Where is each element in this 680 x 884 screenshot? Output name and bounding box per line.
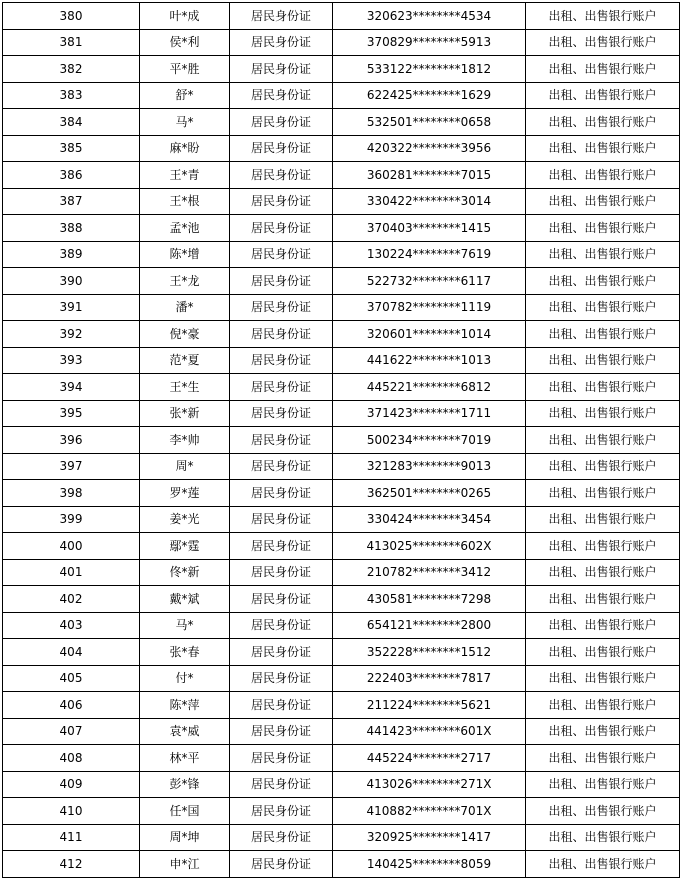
id-number-cell: 410882********701X — [333, 798, 526, 825]
row-number-cell: 397 — [3, 453, 140, 480]
id-type-cell: 居民身份证 — [230, 692, 333, 719]
table-row — [3, 215, 680, 242]
listing-reason-cell: 出租、出售银行账户 — [526, 347, 680, 374]
listing-reason-cell: 出租、出售银行账户 — [526, 374, 680, 401]
row-number-cell: 391 — [3, 294, 140, 321]
row-number-cell: 386 — [3, 162, 140, 189]
row-number-cell: 392 — [3, 321, 140, 348]
table-row — [3, 824, 680, 851]
table-row — [3, 745, 680, 772]
row-number-cell: 404 — [3, 639, 140, 666]
table-row — [3, 533, 680, 560]
table-row — [3, 665, 680, 692]
records-body — [3, 3, 680, 878]
listing-reason-cell: 出租、出售银行账户 — [526, 400, 680, 427]
id-number-cell: 654121********2800 — [333, 612, 526, 639]
id-number-cell: 320623********4534 — [333, 3, 526, 30]
listing-reason-cell: 出租、出售银行账户 — [526, 162, 680, 189]
id-number-cell: 441423********601X — [333, 718, 526, 745]
listing-reason-cell: 出租、出售银行账户 — [526, 692, 680, 719]
id-type-cell: 居民身份证 — [230, 427, 333, 454]
id-number-cell: 330422********3014 — [333, 188, 526, 215]
row-number-cell: 398 — [3, 480, 140, 507]
person-name-cell: 舒* — [140, 82, 230, 109]
row-number-cell: 407 — [3, 718, 140, 745]
row-number-cell: 405 — [3, 665, 140, 692]
id-number-cell: 130224********7619 — [333, 241, 526, 268]
id-number-cell: 362501********0265 — [333, 480, 526, 507]
person-name-cell: 鄢*霆 — [140, 533, 230, 560]
table-row — [3, 347, 680, 374]
person-name-cell: 陈*萍 — [140, 692, 230, 719]
person-name-cell: 侯*利 — [140, 29, 230, 56]
id-number-cell: 445221********6812 — [333, 374, 526, 401]
table-row — [3, 3, 680, 30]
listing-reason-cell: 出租、出售银行账户 — [526, 268, 680, 295]
row-number-cell: 387 — [3, 188, 140, 215]
table-row — [3, 453, 680, 480]
person-name-cell: 罗*莲 — [140, 480, 230, 507]
listing-reason-cell: 出租、出售银行账户 — [526, 82, 680, 109]
id-type-cell: 居民身份证 — [230, 559, 333, 586]
table-row — [3, 56, 680, 83]
listing-reason-cell: 出租、出售银行账户 — [526, 771, 680, 798]
table-row — [3, 400, 680, 427]
row-number-cell: 403 — [3, 612, 140, 639]
listing-reason-cell: 出租、出售银行账户 — [526, 639, 680, 666]
listing-reason-cell: 出租、出售银行账户 — [526, 135, 680, 162]
table-row — [3, 241, 680, 268]
person-name-cell: 申*江 — [140, 851, 230, 878]
table-row — [3, 321, 680, 348]
person-name-cell: 彭*锋 — [140, 771, 230, 798]
id-number-cell: 222403********7817 — [333, 665, 526, 692]
table-row — [3, 506, 680, 533]
person-name-cell: 马* — [140, 109, 230, 136]
id-number-cell: 420322********3956 — [333, 135, 526, 162]
person-name-cell: 陈*增 — [140, 241, 230, 268]
listing-reason-cell: 出租、出售银行账户 — [526, 480, 680, 507]
id-number-cell: 370403********1415 — [333, 215, 526, 242]
id-type-cell: 居民身份证 — [230, 612, 333, 639]
id-number-cell: 370782********1119 — [333, 294, 526, 321]
row-number-cell: 395 — [3, 400, 140, 427]
table-row — [3, 586, 680, 613]
id-number-cell: 321283********9013 — [333, 453, 526, 480]
id-type-cell: 居民身份证 — [230, 824, 333, 851]
row-number-cell: 393 — [3, 347, 140, 374]
row-number-cell: 412 — [3, 851, 140, 878]
id-type-cell: 居民身份证 — [230, 188, 333, 215]
row-number-cell: 383 — [3, 82, 140, 109]
id-type-cell: 居民身份证 — [230, 268, 333, 295]
listing-reason-cell: 出租、出售银行账户 — [526, 188, 680, 215]
table-row — [3, 188, 680, 215]
listing-reason-cell: 出租、出售银行账户 — [526, 506, 680, 533]
id-type-cell: 居民身份证 — [230, 665, 333, 692]
id-type-cell: 居民身份证 — [230, 29, 333, 56]
table-row — [3, 109, 680, 136]
id-type-cell: 居民身份证 — [230, 639, 333, 666]
person-name-cell: 王*龙 — [140, 268, 230, 295]
listing-reason-cell: 出租、出售银行账户 — [526, 215, 680, 242]
id-number-cell: 445224********2717 — [333, 745, 526, 772]
row-number-cell: 385 — [3, 135, 140, 162]
person-name-cell: 李*帅 — [140, 427, 230, 454]
person-name-cell: 姜*光 — [140, 506, 230, 533]
id-number-cell: 330424********3454 — [333, 506, 526, 533]
person-name-cell: 孟*池 — [140, 215, 230, 242]
id-number-cell: 320925********1417 — [333, 824, 526, 851]
id-type-cell: 居民身份证 — [230, 453, 333, 480]
table-row — [3, 851, 680, 878]
person-name-cell: 张*新 — [140, 400, 230, 427]
id-number-cell: 211224********5621 — [333, 692, 526, 719]
id-type-cell: 居民身份证 — [230, 56, 333, 83]
listing-reason-cell: 出租、出售银行账户 — [526, 559, 680, 586]
id-type-cell: 居民身份证 — [230, 745, 333, 772]
id-type-cell: 居民身份证 — [230, 294, 333, 321]
listing-reason-cell: 出租、出售银行账户 — [526, 29, 680, 56]
table-row — [3, 718, 680, 745]
table-row — [3, 612, 680, 639]
id-type-cell: 居民身份证 — [230, 718, 333, 745]
id-number-cell: 413026********271X — [333, 771, 526, 798]
row-number-cell: 384 — [3, 109, 140, 136]
row-number-cell: 396 — [3, 427, 140, 454]
person-name-cell: 任*国 — [140, 798, 230, 825]
person-name-cell: 周*坤 — [140, 824, 230, 851]
row-number-cell: 408 — [3, 745, 140, 772]
row-number-cell: 390 — [3, 268, 140, 295]
id-type-cell: 居民身份证 — [230, 135, 333, 162]
id-number-cell: 370829********5913 — [333, 29, 526, 56]
row-number-cell: 409 — [3, 771, 140, 798]
person-name-cell: 戴*斌 — [140, 586, 230, 613]
id-number-cell: 413025********602X — [333, 533, 526, 560]
id-number-cell: 441622********1013 — [333, 347, 526, 374]
table-row — [3, 162, 680, 189]
person-name-cell: 王*生 — [140, 374, 230, 401]
id-type-cell: 居民身份证 — [230, 851, 333, 878]
id-number-cell: 430581********7298 — [333, 586, 526, 613]
table-row — [3, 771, 680, 798]
listing-reason-cell: 出租、出售银行账户 — [526, 612, 680, 639]
person-name-cell: 潘* — [140, 294, 230, 321]
row-number-cell: 388 — [3, 215, 140, 242]
person-name-cell: 林*平 — [140, 745, 230, 772]
id-type-cell: 居民身份证 — [230, 3, 333, 30]
row-number-cell: 382 — [3, 56, 140, 83]
listing-reason-cell: 出租、出售银行账户 — [526, 321, 680, 348]
row-number-cell: 410 — [3, 798, 140, 825]
table-row — [3, 427, 680, 454]
id-type-cell: 居民身份证 — [230, 347, 333, 374]
id-number-cell: 522732********6117 — [333, 268, 526, 295]
id-type-cell: 居民身份证 — [230, 798, 333, 825]
row-number-cell: 380 — [3, 3, 140, 30]
id-number-cell: 352228********1512 — [333, 639, 526, 666]
table-row — [3, 480, 680, 507]
id-type-cell: 居民身份证 — [230, 82, 333, 109]
id-type-cell: 居民身份证 — [230, 374, 333, 401]
listing-reason-cell: 出租、出售银行账户 — [526, 241, 680, 268]
listing-reason-cell: 出租、出售银行账户 — [526, 665, 680, 692]
person-name-cell: 袁*威 — [140, 718, 230, 745]
listing-reason-cell: 出租、出售银行账户 — [526, 427, 680, 454]
listing-reason-cell: 出租、出售银行账户 — [526, 3, 680, 30]
table-row — [3, 82, 680, 109]
id-number-cell: 320601********1014 — [333, 321, 526, 348]
records-table — [2, 2, 680, 878]
id-type-cell: 居民身份证 — [230, 321, 333, 348]
id-number-cell: 622425********1629 — [333, 82, 526, 109]
row-number-cell: 402 — [3, 586, 140, 613]
id-number-cell: 533122********1812 — [333, 56, 526, 83]
person-name-cell: 周* — [140, 453, 230, 480]
listing-reason-cell: 出租、出售银行账户 — [526, 586, 680, 613]
table-row — [3, 29, 680, 56]
id-type-cell: 居民身份证 — [230, 109, 333, 136]
listing-reason-cell: 出租、出售银行账户 — [526, 798, 680, 825]
table-row — [3, 135, 680, 162]
listing-reason-cell: 出租、出售银行账户 — [526, 718, 680, 745]
person-name-cell: 王*青 — [140, 162, 230, 189]
id-type-cell: 居民身份证 — [230, 506, 333, 533]
id-number-cell: 371423********1711 — [333, 400, 526, 427]
id-type-cell: 居民身份证 — [230, 771, 333, 798]
row-number-cell: 406 — [3, 692, 140, 719]
row-number-cell: 394 — [3, 374, 140, 401]
person-name-cell: 平*胜 — [140, 56, 230, 83]
person-name-cell: 付* — [140, 665, 230, 692]
id-type-cell: 居民身份证 — [230, 400, 333, 427]
listing-reason-cell: 出租、出售银行账户 — [526, 533, 680, 560]
row-number-cell: 400 — [3, 533, 140, 560]
listing-reason-cell: 出租、出售银行账户 — [526, 294, 680, 321]
id-number-cell: 360281********7015 — [333, 162, 526, 189]
person-name-cell: 倪*豪 — [140, 321, 230, 348]
listing-reason-cell: 出租、出售银行账户 — [526, 109, 680, 136]
id-number-cell: 532501********0658 — [333, 109, 526, 136]
person-name-cell: 王*根 — [140, 188, 230, 215]
row-number-cell: 389 — [3, 241, 140, 268]
table-row — [3, 798, 680, 825]
row-number-cell: 381 — [3, 29, 140, 56]
listing-reason-cell: 出租、出售银行账户 — [526, 453, 680, 480]
person-name-cell: 张*春 — [140, 639, 230, 666]
id-number-cell: 210782********3412 — [333, 559, 526, 586]
id-type-cell: 居民身份证 — [230, 586, 333, 613]
table-row — [3, 559, 680, 586]
id-type-cell: 居民身份证 — [230, 215, 333, 242]
table-row — [3, 294, 680, 321]
id-number-cell: 140425********8059 — [333, 851, 526, 878]
listing-reason-cell: 出租、出售银行账户 — [526, 824, 680, 851]
id-type-cell: 居民身份证 — [230, 480, 333, 507]
row-number-cell: 399 — [3, 506, 140, 533]
table-row — [3, 692, 680, 719]
id-type-cell: 居民身份证 — [230, 533, 333, 560]
id-type-cell: 居民身份证 — [230, 241, 333, 268]
row-number-cell: 411 — [3, 824, 140, 851]
listing-reason-cell: 出租、出售银行账户 — [526, 745, 680, 772]
person-name-cell: 佟*新 — [140, 559, 230, 586]
person-name-cell: 叶*成 — [140, 3, 230, 30]
person-name-cell: 马* — [140, 612, 230, 639]
table-row — [3, 268, 680, 295]
table-row — [3, 639, 680, 666]
row-number-cell: 401 — [3, 559, 140, 586]
listing-reason-cell: 出租、出售银行账户 — [526, 851, 680, 878]
person-name-cell: 范*夏 — [140, 347, 230, 374]
listing-reason-cell: 出租、出售银行账户 — [526, 56, 680, 83]
id-number-cell: 500234********7019 — [333, 427, 526, 454]
id-type-cell: 居民身份证 — [230, 162, 333, 189]
person-name-cell: 麻*盼 — [140, 135, 230, 162]
table-row — [3, 374, 680, 401]
